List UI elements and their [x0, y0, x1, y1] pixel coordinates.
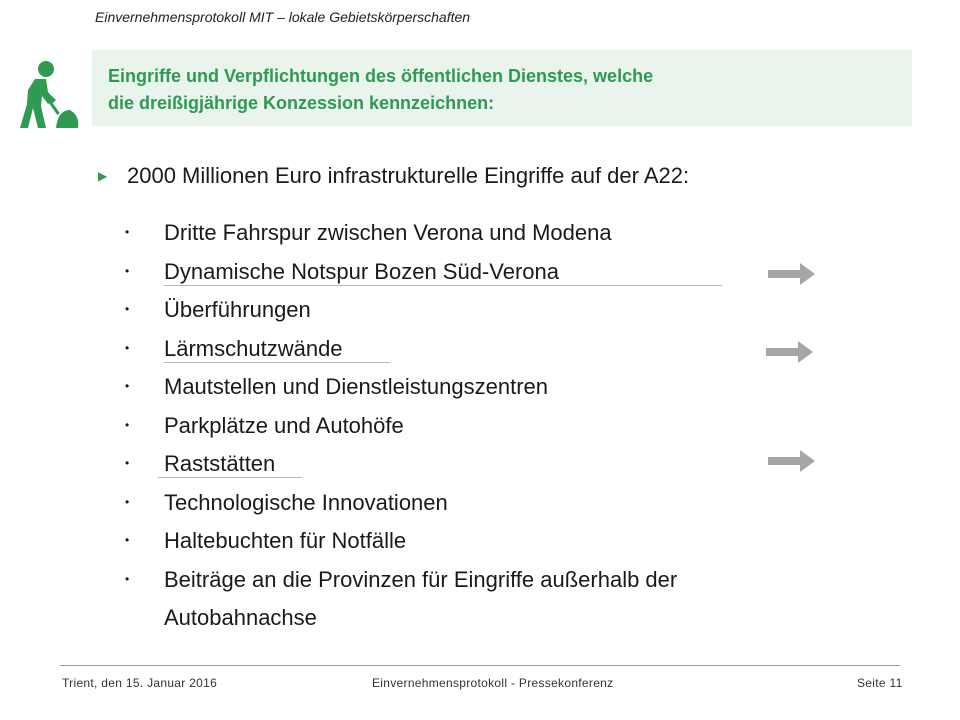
bullet-dot-icon: •	[125, 341, 130, 355]
callout-line-1: Eingriffe und Verpflichtungen des öffentlichen Dienstes, welche	[108, 66, 654, 86]
bullet-dot-icon: •	[125, 225, 130, 239]
main-bullet	[98, 163, 689, 189]
bullet-dot-icon: •	[125, 379, 130, 393]
footer-title: Einvernehmensprotokoll - Pressekonferenz	[372, 676, 614, 690]
list-item: • Beiträge an die Provinzen für Eingriffe außerhalb der	[125, 567, 678, 592]
footer-date: Trient, den 15. Januar 2016	[62, 676, 218, 690]
footer-divider	[60, 665, 900, 666]
arrow-right-icon[interactable]	[766, 340, 814, 364]
list-item: • Dritte Fahrspur zwischen Verona und Modena	[125, 220, 612, 245]
underline-divider	[164, 285, 722, 286]
callout-line-2: die dreißigjährige Konzession kennzeichnen:	[108, 93, 495, 113]
underline-divider	[164, 362, 390, 363]
bullet-dot-icon: •	[125, 572, 130, 586]
triangle-bullet-icon: ▶	[98, 169, 108, 183]
list-item: • Parkplätze und Autohöfe	[125, 413, 404, 438]
bullet-dot-icon: •	[125, 264, 130, 278]
list-item: • Raststätten	[125, 451, 276, 476]
bullet-dot-icon: •	[125, 418, 130, 432]
arrow-right-icon[interactable]	[768, 449, 816, 473]
bullet-dot-icon: •	[125, 302, 130, 316]
list-item: • Mautstellen und Dienstleistungszentren	[125, 374, 549, 399]
list-item: • Überführungen	[125, 297, 311, 322]
list-item: • Dynamische Notspur Bozen Süd-Verona	[125, 259, 559, 284]
list-item: • Haltebuchten für Notfälle	[125, 528, 407, 553]
construction-worker-icon	[8, 60, 80, 130]
underline-divider	[158, 477, 302, 478]
arrow-right-icon[interactable]	[768, 262, 816, 286]
main-bullet-text: 2000 Millionen Euro infrastrukturelle Eingriffe auf der A22:	[127, 163, 690, 188]
callout-box	[92, 50, 912, 126]
footer-page-number: Seite 11	[857, 676, 903, 690]
bullet-dot-icon: •	[125, 533, 130, 547]
list-item: • Technologische Innovationen	[125, 490, 448, 515]
list-item-continuation: Autobahnachse	[164, 605, 317, 630]
list-item: • Lärmschutzwände	[125, 336, 343, 361]
header-title: Einvernehmensprotokoll MIT – lokale Gebietskörperschaften	[95, 9, 471, 25]
bullet-dot-icon: •	[125, 495, 130, 509]
bullet-dot-icon: •	[125, 456, 130, 470]
